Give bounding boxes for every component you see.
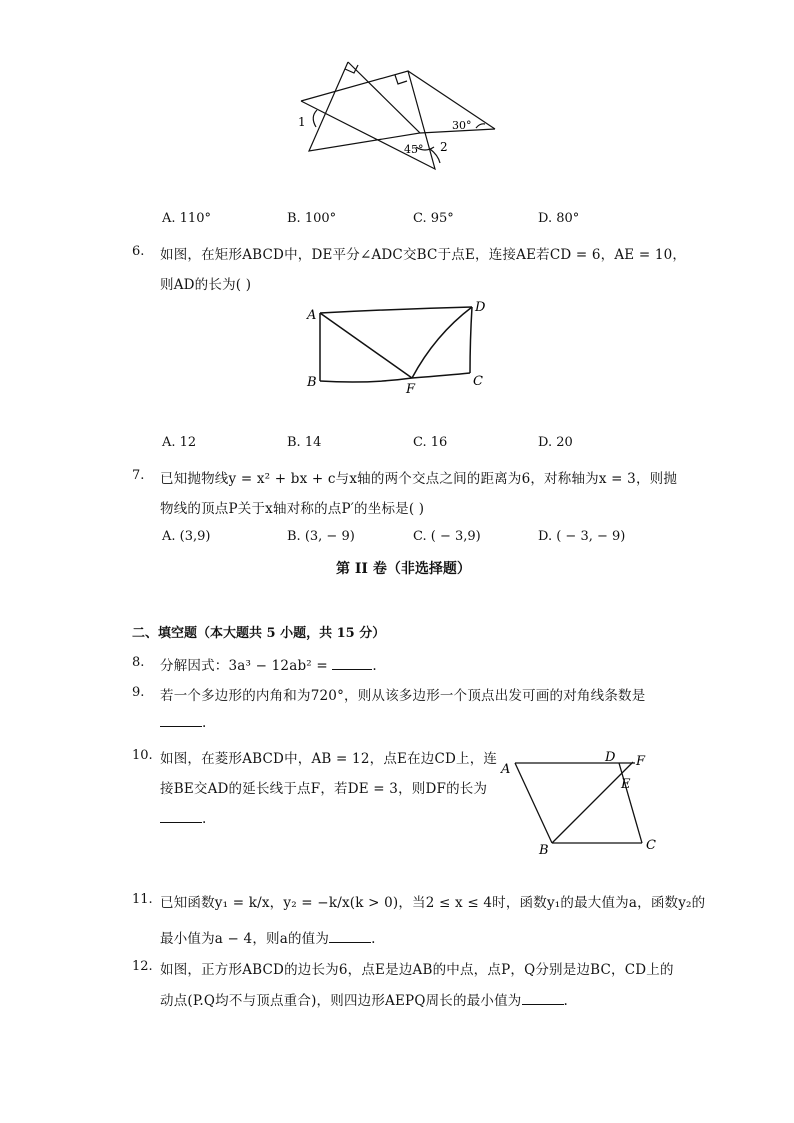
q6-label-d: D	[475, 300, 486, 315]
q12-answer-blank[interactable]	[522, 992, 564, 1005]
q6-label-a: A	[307, 308, 317, 323]
q5-option-a: A. 110°	[162, 211, 211, 226]
q8-number: 8.	[132, 655, 145, 670]
q6-number: 6.	[132, 244, 145, 259]
q11-number: 11.	[132, 892, 153, 907]
q11-answer-blank[interactable]	[329, 930, 371, 943]
q6-option-b: B. 14	[287, 435, 322, 450]
q12-text-line2: 动点(P.Q均不与顶点重合)，则四边形AEPQ周长的最小值为	[160, 993, 522, 1009]
q5-option-b: B. 100°	[287, 211, 337, 226]
q5-angle-1-label: 1	[298, 115, 306, 129]
q11-text-line2: 最小值为a − 4，则a的值为	[160, 931, 330, 947]
q5-angle-2-label: 2	[440, 140, 448, 154]
q6-option-c: C. 16	[413, 435, 448, 450]
q7-option-a: A. (3,9)	[162, 529, 211, 544]
q8-text: 分解因式：3a³ − 12ab² =	[160, 658, 333, 674]
q12-line2	[160, 989, 568, 1009]
q10-text-line2: 接BE交AD的延长线于点F，若DE = 3，则DF的长为	[160, 781, 488, 797]
q10-label-c: C	[646, 838, 656, 853]
q10-line3	[160, 810, 207, 827]
q7-text-line1: 已知抛物线y = x² + bx + c与x轴的两个交点之间的距离为6，对称轴为x = 3，则抛	[160, 471, 678, 487]
q6-label-c: C	[473, 374, 483, 389]
q5-angle-30-label: 30°	[452, 119, 472, 132]
q9-line2	[160, 714, 207, 731]
q9-answer-blank[interactable]	[160, 714, 202, 727]
q11-text-line1: 已知函数y₁ = k/x，y₂ = −k/x(k > 0)，当2 ≤ x ≤ 4时，函数y₁的最大值为a，函数y₂的	[160, 895, 706, 911]
q6-option-a: A. 12	[162, 435, 197, 450]
q10-label-d: D	[605, 750, 616, 765]
q6-figure	[300, 295, 500, 400]
q9-end: .	[202, 715, 207, 731]
q10-label-b: B	[539, 843, 549, 858]
q7-option-c: C. ( − 3,9)	[413, 529, 481, 544]
q10-figure	[495, 748, 665, 860]
q9-text-line1: 若一个多边形的内角和为720°，则从该多边形一个顶点出发可画的对角线条数是	[160, 688, 646, 704]
q12-text-line1: 如图，正方形ABCD的边长为6，点E是边AB的中点，点P，Q分别是边BC，CD上的	[160, 962, 674, 978]
q10-label-a: A	[501, 762, 511, 777]
q5-option-d: D. 80°	[538, 211, 580, 226]
q9-number: 9.	[132, 685, 145, 700]
q12-number: 12.	[132, 959, 153, 974]
section2-title: 二、填空题（本大题共 5 小题，共 15 分）	[132, 626, 386, 641]
q7-text-line2: 物线的顶点P关于x轴对称的点P′的坐标是( )	[160, 501, 425, 517]
q10-text-line1: 如图，在菱形ABCD中，AB = 12，点E在边CD上，连	[160, 751, 498, 767]
q6-option-d: D. 20	[538, 435, 573, 450]
q8-line	[160, 654, 377, 674]
q10-answer-blank[interactable]	[160, 810, 202, 823]
q8-answer-blank[interactable]	[332, 657, 372, 670]
q8-end: .	[372, 658, 377, 674]
q10-label-e: E	[621, 777, 631, 792]
q5-angle-45-label: 45°	[404, 143, 424, 156]
q7-number: 7.	[132, 468, 145, 483]
q7-option-b: B. (3, − 9)	[287, 529, 355, 544]
part2-title: 第 II 卷（非选择题）	[336, 561, 471, 577]
q10-label-f: F	[636, 754, 646, 769]
q7-option-d: D. ( − 3, − 9)	[538, 529, 626, 544]
q10-number: 10.	[132, 748, 153, 763]
q6-text-line2: 则AD的长为( )	[160, 277, 252, 293]
q6-label-b: B	[307, 375, 317, 390]
q6-text-line1: 如图，在矩形ABCD中，DE平分∠ADC交BC于点E，连接AE若CD = 6，AE = 10，	[160, 247, 687, 263]
q10-end: .	[202, 811, 207, 827]
q6-label-f: F	[406, 382, 416, 397]
q5-figure	[290, 55, 510, 180]
q11-line2	[160, 927, 376, 947]
q12-end: .	[563, 993, 568, 1009]
q5-option-c: C. 95°	[413, 211, 454, 226]
q11-end: .	[371, 931, 376, 947]
